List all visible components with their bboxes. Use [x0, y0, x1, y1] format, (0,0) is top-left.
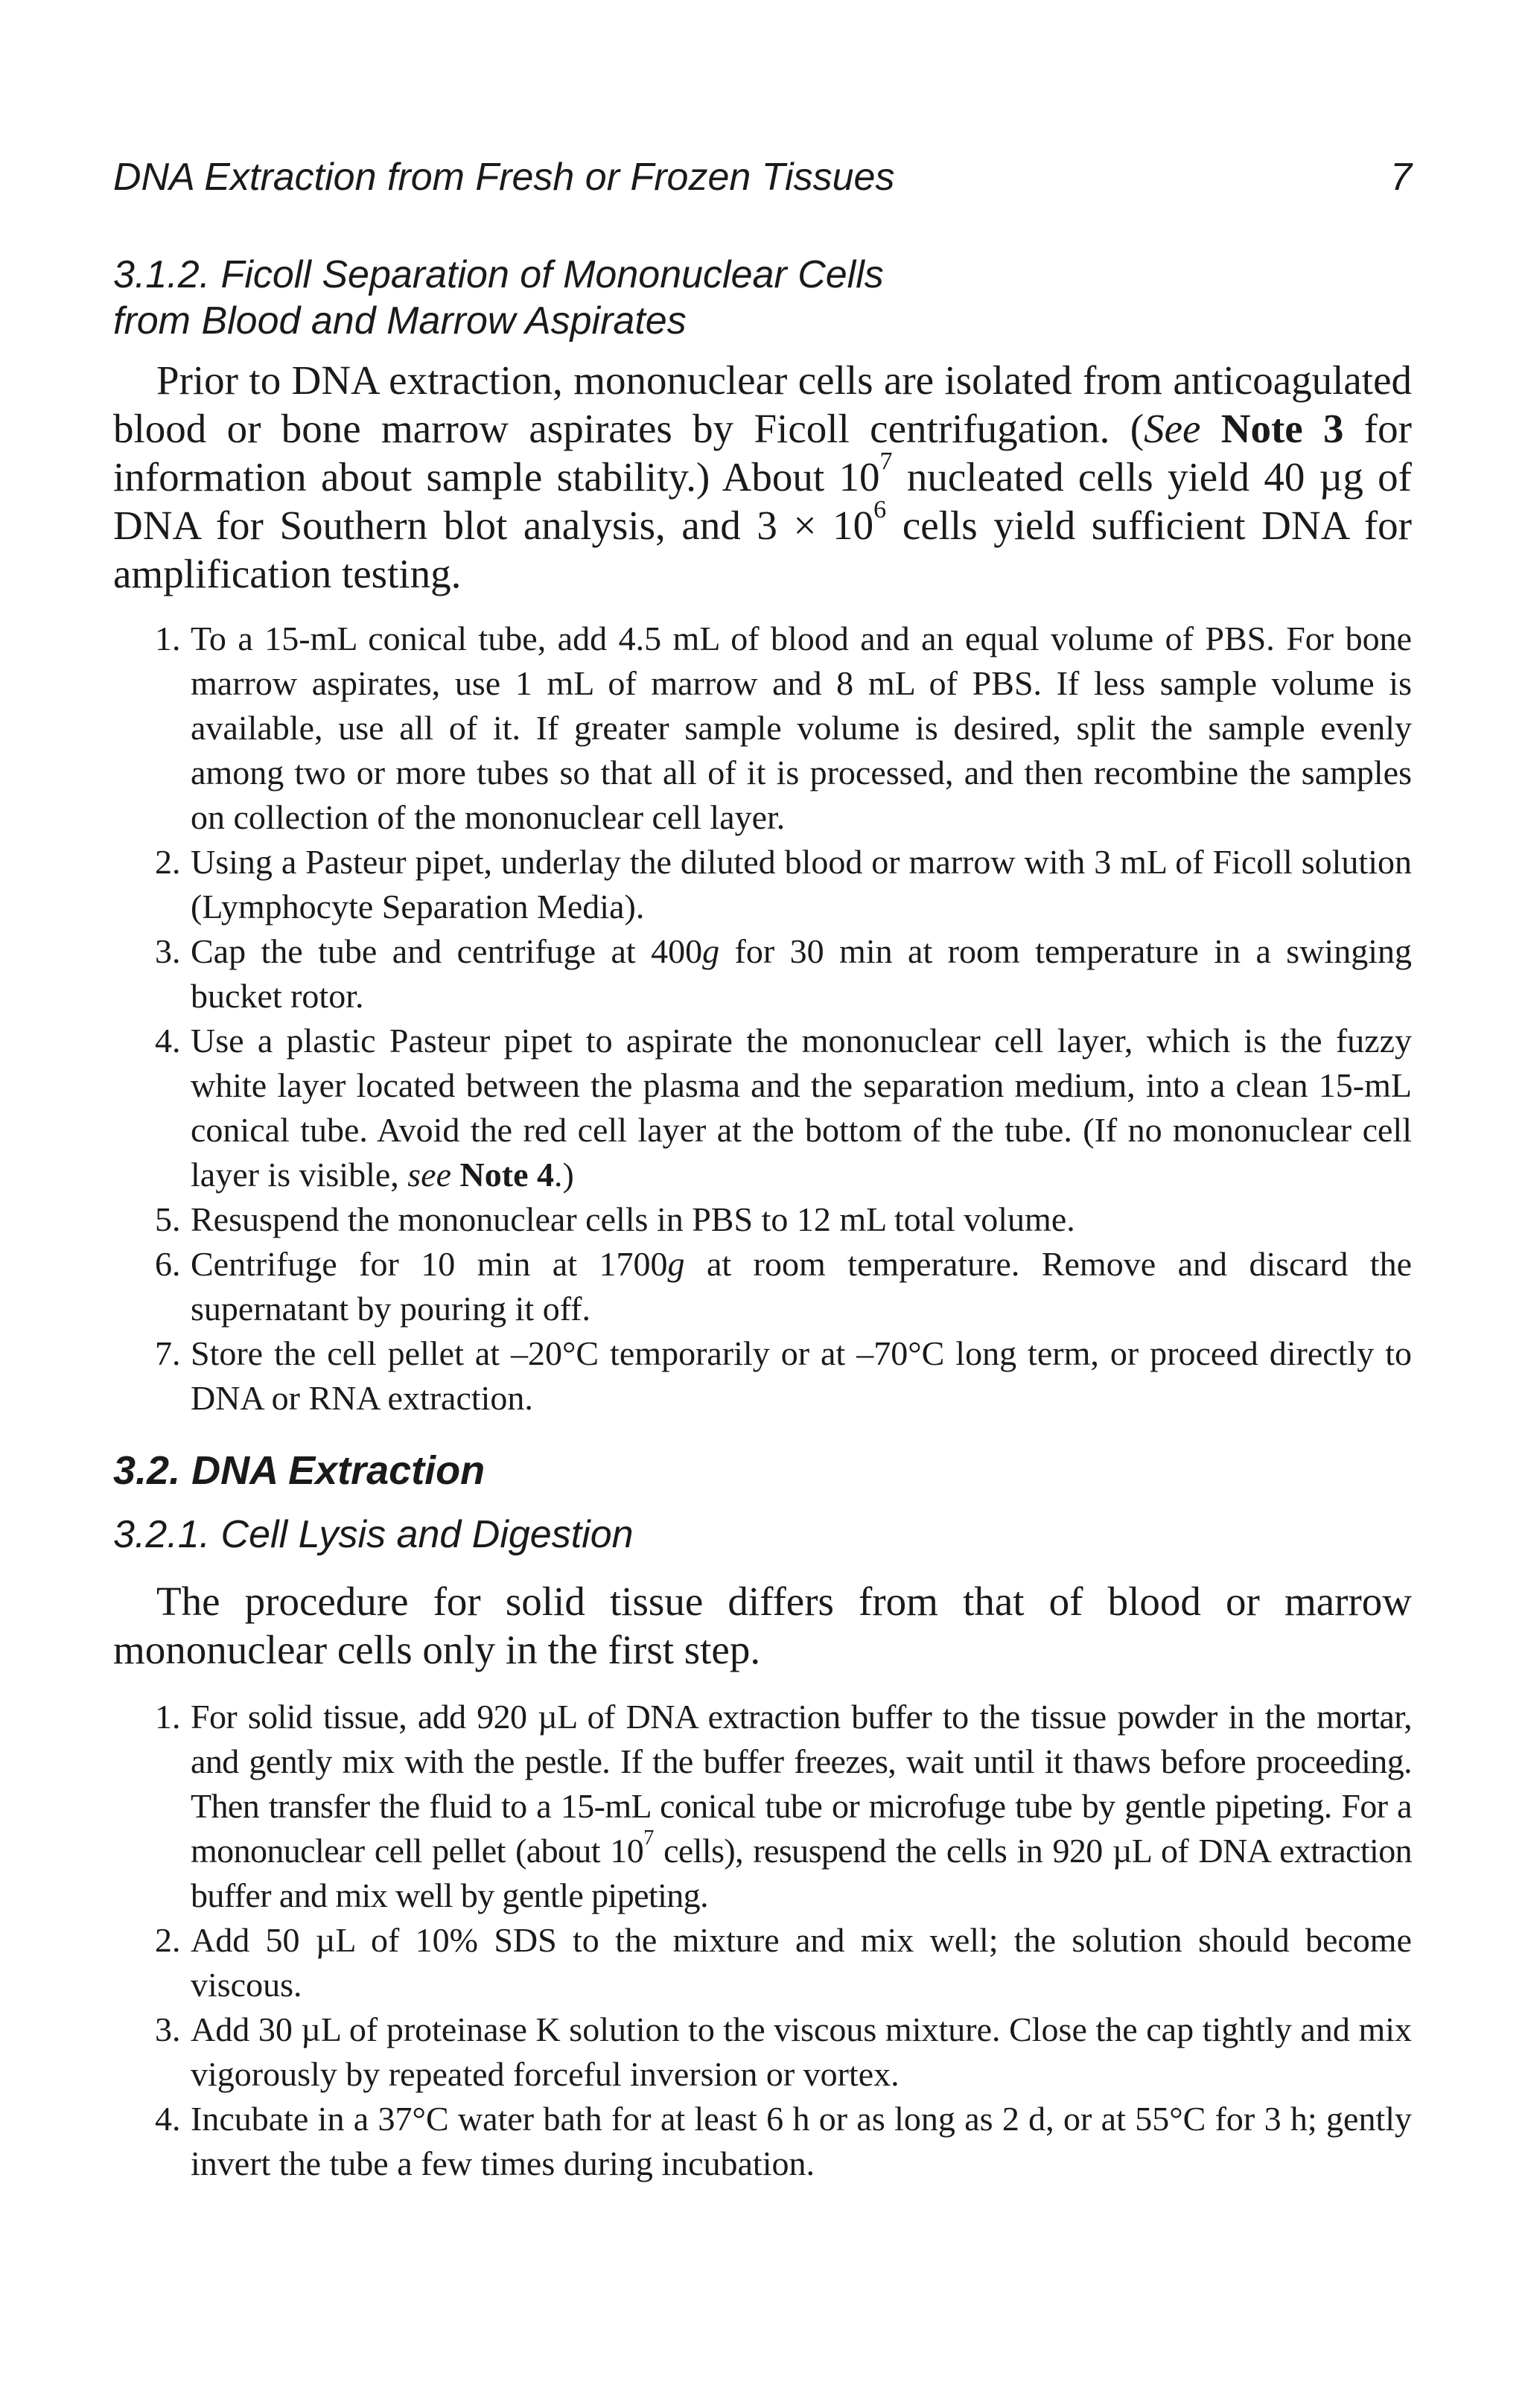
note-4-ref: Note 4 [459, 1156, 554, 1194]
step-number: 4. [155, 1022, 181, 1060]
section-321-heading: 3.2.1. Cell Lysis and Digestion [113, 1513, 634, 1556]
list-item [113, 1197, 1412, 1242]
step-text: For solid tissue, add 920 µL of DNA extraction buffer to the tissue powder in the mortar, and gently mix with the pestle. If the buffer freezes, wait until it thaws before proceeding. Then transfer the fluid to a 15-mL conical tube or microfuge tube by gentle pipeting. For a mononuclear cell pellet (about $10^7$ cells), resuspend the cells in 920 µL of DNA extraction buffer and mix well by gentle pipeting. [191, 1698, 1412, 1914]
step-number: 3. [155, 932, 181, 970]
section-321-steps [113, 1695, 1412, 2186]
step-number: 3. [155, 2010, 181, 2048]
step-number: 1. [155, 1698, 181, 1736]
step-number: 2. [155, 843, 181, 881]
step-number: 2. [155, 1921, 181, 1959]
step-text: Incubate in a 37°C water bath for at least 6 h or as long as 2 d, or at 55°C for 3 h; gently invert the tube a few times during incubation. [191, 2100, 1412, 2182]
step-text: To a 15-mL conical tube, add 4.5 mL of blood and an equal volume of PBS. For bone marrow aspirates, use 1 mL of marrow and 8 mL of PBS. If less sample volume is available, use all of it. If greater sample volume is desired, split the sample evenly among two or more tubes so that all of it is processed, and then recombine the samples on collection of the mononuclear cell layer. [191, 619, 1412, 836]
see-ref: See [1144, 406, 1201, 451]
list-item [113, 2097, 1412, 2186]
list-item [113, 1242, 1412, 1331]
list-item [113, 617, 1412, 840]
step-number: 7. [155, 1334, 181, 1372]
list-item [113, 2007, 1412, 2097]
section-32-heading: 3.2. DNA Extraction [113, 1448, 485, 1493]
section-312-heading [113, 252, 1044, 344]
exponent: 7 [879, 447, 893, 476]
list-item [113, 1918, 1412, 2007]
step-text: Resuspend the mononuclear cells in PBS to 12 mL total volume. [191, 1200, 1075, 1238]
section-312-steps [113, 617, 1412, 1421]
exponent: 6 [873, 496, 887, 524]
step-text: Use a plastic Pasteur pipet to aspirate the mononuclear cell layer, which is the fuzzy white layer located between the plasma and the separation medium, into a clean 15-mL conical tube. Avoid the red cell layer at the bottom of the tube. (If no mononuclear cell layer is visible, see Note 4.) [191, 1022, 1412, 1194]
step-text: Add 30 µL of proteinase K solution to the viscous mixture. Close the cap tightly and mix vigorously by repeated forceful inversion or vortex. [191, 2010, 1412, 2093]
list-item [113, 929, 1412, 1019]
list-item [113, 1331, 1412, 1421]
section-321-intro: The procedure for solid tissue differs from that of blood or marrow mononuclear cells only in the first step. [113, 1579, 1412, 1672]
list-item [113, 1695, 1412, 1918]
note-3-ref: Note 3 [1220, 406, 1344, 451]
step-number: 6. [155, 1245, 181, 1283]
running-head [113, 155, 1412, 200]
list-item [113, 1019, 1412, 1197]
step-text: Add 50 µL of 10% SDS to the mixture and mix well; the solution should become viscous. [191, 1921, 1412, 2004]
step-text: Using a Pasteur pipet, underlay the diluted blood or marrow with 3 mL of Ficoll solution (Lymphocyte Separation Media). [191, 843, 1412, 926]
section-312-heading-line2: from Blood and Marrow Aspirates [113, 299, 687, 343]
step-number: 4. [155, 2100, 181, 2138]
section-312-heading-line1: 3.1.2. Ficoll Separation of Mononuclear Cells [113, 253, 884, 296]
exponent: 7 [643, 1826, 654, 1850]
page-number: 7 [1390, 156, 1412, 199]
step-number: 5. [155, 1200, 181, 1238]
step-text: Centrifuge for 10 min at 1700g at room temperature. Remove and discard the supernatant by pouring it off. [191, 1245, 1412, 1328]
running-head-title: DNA Extraction from Fresh or Frozen Tissues [113, 156, 895, 199]
see-ref: see [407, 1156, 452, 1194]
step-text: Cap the tube and centrifuge at 400g for 30 min at room temperature in a swinging bucket rotor. [191, 932, 1412, 1015]
step-text: Store the cell pellet at –20°C temporarily or at –70°C long term, or proceed directly to DNA or RNA extraction. [191, 1334, 1412, 1417]
step-number: 1. [155, 619, 181, 657]
list-item [113, 840, 1412, 929]
section-312-intro: Prior to DNA extraction, mononuclear cells are isolated from anticoagulated blood or bone marrow aspirates by Ficoll centrifugation. (See Note 3 for information about sample stability.) About $10^7$ nucleated cells yield 40 µg of DNA for Southern blot analysis, and $3 \times 10^6$ cells yield sufficient DNA for amplification testing. [113, 357, 1412, 596]
